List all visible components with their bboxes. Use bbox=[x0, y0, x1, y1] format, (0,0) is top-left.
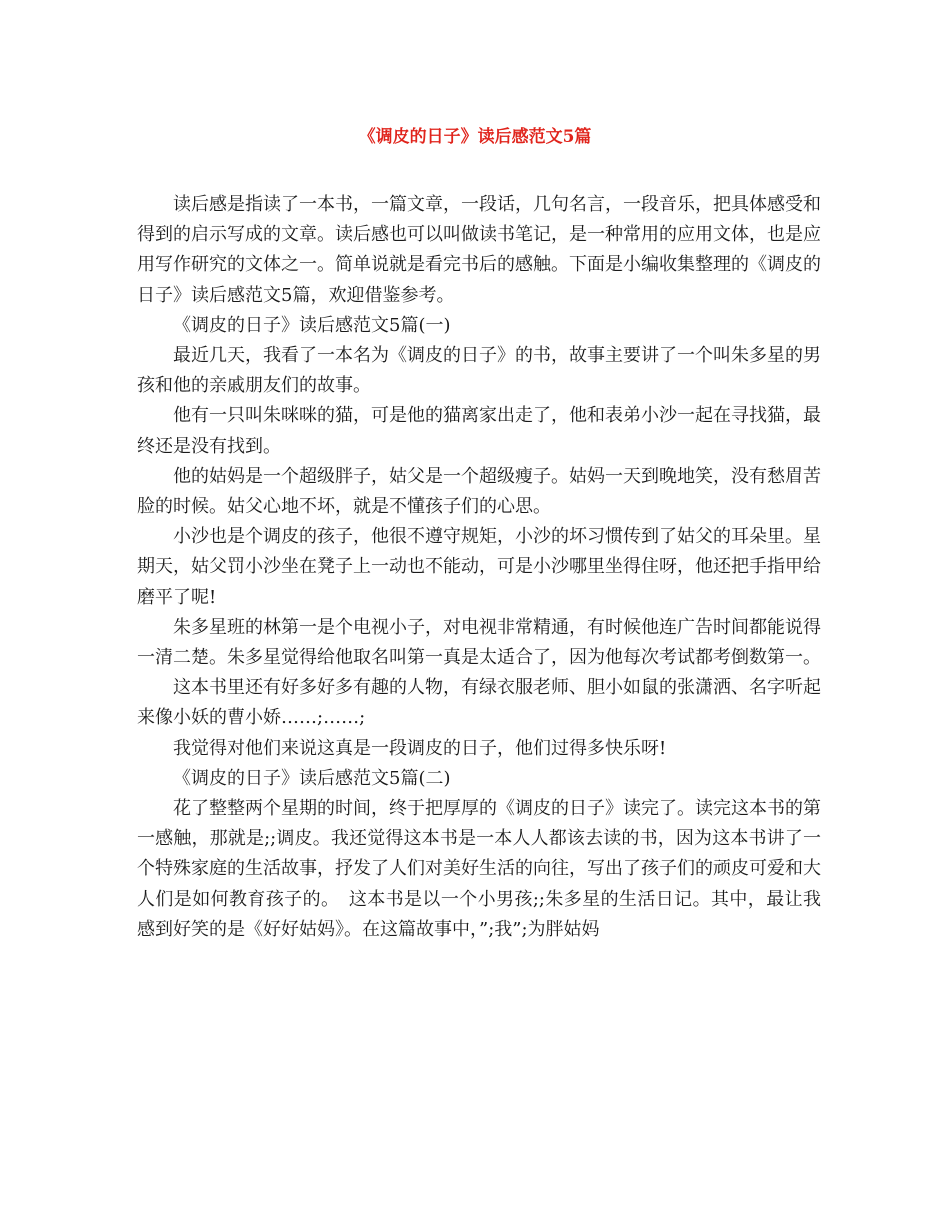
paragraph: 朱多星班的林第一是个电视小子，对电视非常精通，有时候他连广告时间都能说得一清二楚。朱多星觉得给他取名叫第一真是太适合了，因为他每次考试都考倒数第一。 bbox=[137, 616, 821, 669]
document-title: 《调皮的日子》读后感范文5篇 bbox=[358, 127, 592, 147]
paragraph-intro: 读后感是指读了一本书，一篇文章，一段话，几句名言，一段音乐，把具体感受和得到的启示写成的文章。读后感也可以叫做读书笔记，是一种常用的应用文体，也是应用写作研究的文体之一。简单说就是看完书后的感触。下面是小编收集整理的《调皮的日子》读后感范文5篇，欢迎借鉴参考。 bbox=[137, 194, 821, 306]
paragraph: 他的姑妈是一个超级胖子，姑父是一个超级瘦子。姑妈一天到晚地笑，没有愁眉苦脸的时候。姑父心地不坏，就是不懂孩子们的心思。 bbox=[137, 465, 821, 518]
section-heading-2: 《调皮的日子》读后感范文5篇(二) bbox=[173, 767, 451, 789]
paragraph: 最近几天，我看了一本名为《调皮的日子》的书，故事主要讲了一个叫朱多星的男孩和他的亲戚朋友们的故事。 bbox=[137, 345, 821, 397]
paragraph: 这本书里还有好多好多有趣的人物，有绿衣服老师、胆小如鼠的张潇洒、名字听起来像小妖的曹小娇……;……; bbox=[137, 677, 821, 729]
section-heading-1: 《调皮的日子》读后感范文5篇(一) bbox=[173, 314, 451, 336]
paragraph: 小沙也是个调皮的孩子，他很不遵守规矩，小沙的坏习惯传到了姑父的耳朵里。星期天，姑父罚小沙坐在凳子上一动也不能动，可是小沙哪里坐得住呀，他还把手指甲给磨平了呢! bbox=[137, 526, 821, 608]
paragraph: 他有一只叫朱咪咪的猫，可是他的猫离家出走了，他和表弟小沙一起在寻找猫，最终还是没有找到。 bbox=[137, 405, 821, 457]
paragraph: 花了整整两个星期的时间，终于把厚厚的《调皮的日子》读完了。读完这本书的第一感触，那就是;;调皮。我还觉得这本书是一本人人都该去读的书，因为这本书讲了一个特殊家庭的生活故事，抒发了人们对美好生活的向往，写出了孩子们的顽皮可爱和大人们是如何教育孩子的。 这本书是以一个小男孩;;朱多星的生活日记。其中，最让我感到好笑的是《好好姑妈》。在这篇故事中，”;我”;为胖姑妈 bbox=[137, 798, 821, 940]
paragraph: 我觉得对他们来说这真是一段调皮的日子，他们过得多快乐呀! bbox=[173, 737, 667, 759]
document-body bbox=[137, 190, 821, 945]
